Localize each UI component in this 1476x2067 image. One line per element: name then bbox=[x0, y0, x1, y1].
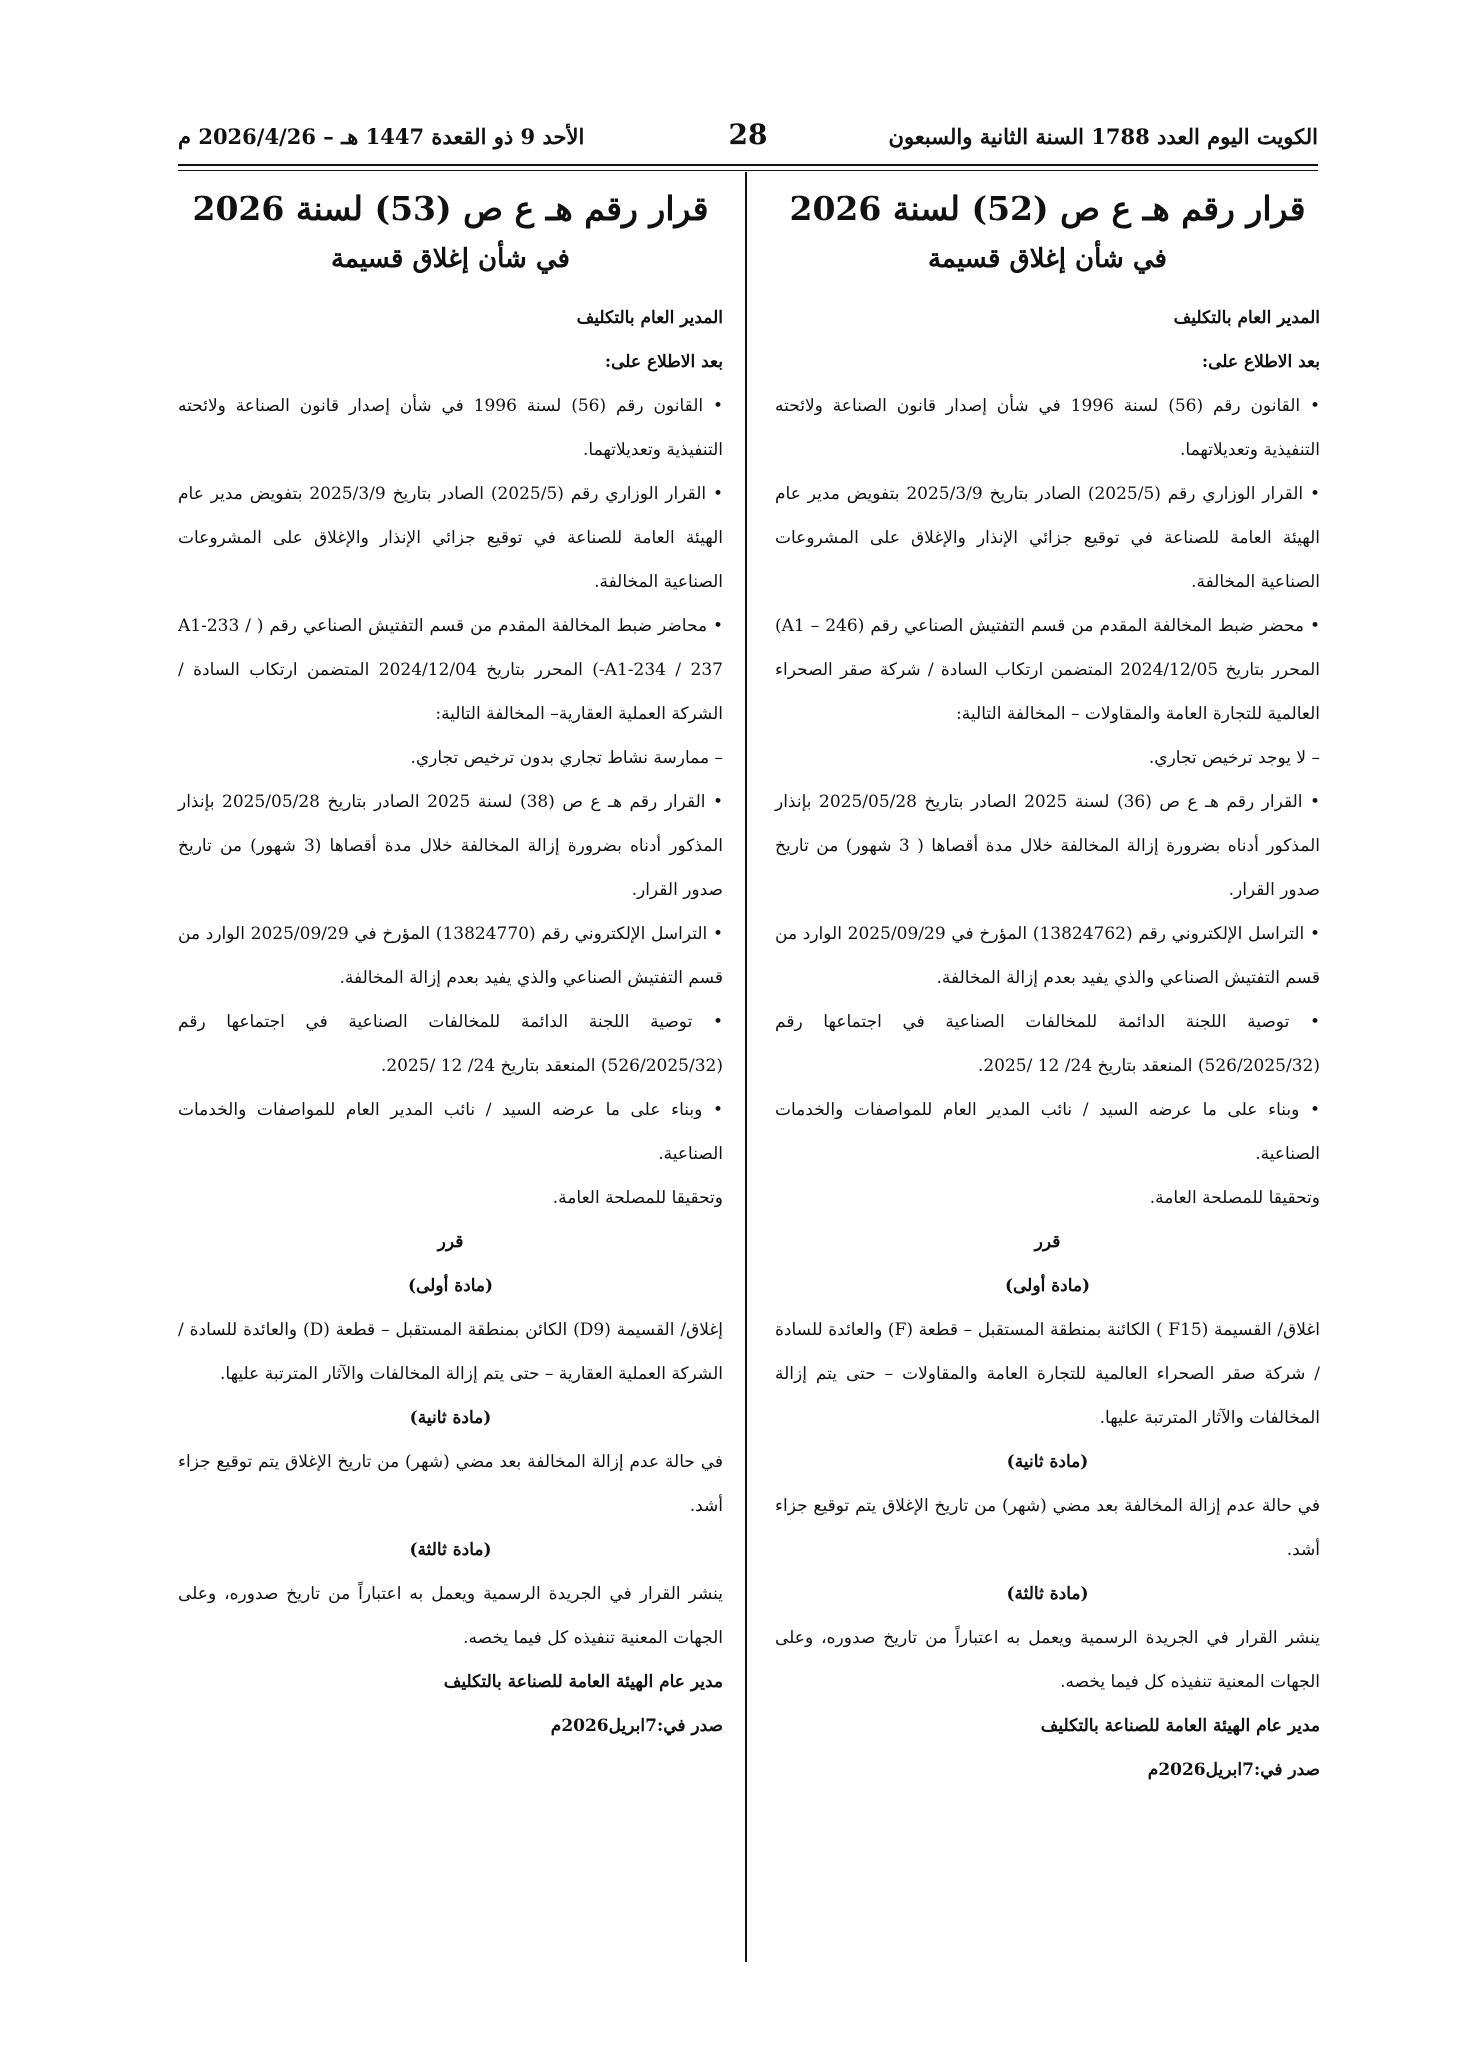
recital-law: • القانون رقم (56) لسنة 1996 في شأن إصدار قانون الصناعة ولائحته التنفيذية وتعديلاتهما. bbox=[775, 384, 1320, 472]
article-2: في حالة عدم إزالة المخالفة بعد مضي (شهر) من تاريخ الإغلاق يتم توقيع جزاء أشد. bbox=[775, 1496, 1320, 1560]
recital-violation-report: • محضر ضبط المخالفة المقدم من قسم التفتيش الصناعي رقم (A1 – 246) المحرر بتاريخ 2024/12/05 المتضمن ارتكاب السادة / شركة صقر الصحراء العالمية للتجارة العامة والمقاولات – المخالفة التالية: bbox=[775, 604, 1320, 736]
decree-subtitle: في شأن إغلاق قسيمة bbox=[927, 244, 1167, 274]
decided: قرر bbox=[437, 1232, 464, 1252]
violation-item: – لا يوجد ترخيص تجاري. bbox=[1148, 748, 1320, 768]
recital-warning-decision: • القرار رقم هـ ع ص (38) لسنة 2025 الصادر بتاريخ 2025/05/28 بإنذار المذكور أدناه بضرورة إزالة المخالفة خلال مدة أقصاها (3 شهور) من تاريخ صدور القرار. bbox=[178, 780, 723, 912]
issuer: المدير العام بالتكليف bbox=[1173, 308, 1320, 328]
decided: قرر bbox=[1034, 1232, 1061, 1252]
article-2-title: (مادة ثانية) bbox=[409, 1408, 492, 1428]
recital-ministerial-decision: • القرار الوزاري رقم (2025/5) الصادر بتاريخ 2025/3/9 بتفويض مدير عام الهيئة العامة للصناعة في توقيع جزائي الإنذار والإغلاق على المشروعات الصناعية المخالفة. bbox=[775, 472, 1320, 604]
page-number: 28 bbox=[728, 118, 768, 151]
recital-proposal: • وبناء على ما عرضه السيد / نائب المدير العام للمواصفات والخدمات الصناعية. bbox=[775, 1088, 1320, 1176]
header-date: الأحد 9 ذو القعدة 1447 هـ – 2026/4/26 م bbox=[178, 124, 585, 149]
recital-email: • التراسل الإلكتروني رقم (13824762) المؤرخ في 2025/09/29 الوارد من قسم التفتيش الصناعي والذي يفيد بعدم إزالة المخالفة. bbox=[775, 912, 1320, 1000]
signature: مدير عام الهيئة العامة للصناعة بالتكليف bbox=[443, 1672, 723, 1692]
page-header bbox=[178, 118, 1318, 162]
decree-52 bbox=[775, 182, 1320, 1792]
recital-committee: • توصية اللجنة الدائمة للمخالفات الصناعية في اجتماعها رقم (526/2025/32) المنعقد بتاريخ 24/ 12 /2025. bbox=[775, 1000, 1320, 1088]
violation-item: – ممارسة نشاط تجاري بدون ترخيص تجاري. bbox=[410, 748, 723, 768]
issue-date: صدر في:7ابريل2026م bbox=[1147, 1760, 1320, 1780]
header-rule bbox=[178, 164, 1318, 171]
article-3: ينشر القرار في الجريدة الرسمية ويعمل به اعتباراً من تاريخ صدوره، وعلى الجهات المعنية تنفيذه كل فيما يخصه. bbox=[775, 1628, 1320, 1692]
public-interest: وتحقيقا للمصلحة العامة. bbox=[552, 1188, 723, 1208]
decree-subtitle: في شأن إغلاق قسيمة bbox=[330, 244, 570, 274]
article-2: في حالة عدم إزالة المخالفة بعد مضي (شهر) من تاريخ الإغلاق يتم توقيع جزاء أشد. bbox=[178, 1452, 723, 1516]
column-divider bbox=[745, 172, 747, 1962]
article-3-title: (مادة ثالثة) bbox=[1006, 1584, 1089, 1604]
issue-date: صدر في:7ابريل2026م bbox=[550, 1716, 723, 1736]
decree-title: قرار رقم هـ ع ص (52) لسنة 2026 bbox=[789, 189, 1306, 228]
recital-violation-report: • محاضر ضبط المخالفة المقدم من قسم التفتيش الصناعي رقم ( A1-233 / A1-234 / 237-) المحرر بتاريخ 2024/12/04 المتضمن ارتكاب السادة / الشركة العملية العقارية– المخالفة التالية: bbox=[178, 604, 723, 736]
after-review: بعد الاطلاع على: bbox=[1201, 352, 1320, 372]
signature: مدير عام الهيئة العامة للصناعة بالتكليف bbox=[1040, 1716, 1320, 1736]
issuer: المدير العام بالتكليف bbox=[576, 308, 723, 328]
article-1: إغلاق/ القسيمة (D9) الكائن بمنطقة المستقبل – قطعة (D) والعائدة للسادة / الشركة العملية العقارية – حتى يتم إزالة المخالفات والآثار المترتبة عليها. bbox=[178, 1320, 723, 1384]
article-1-title: (مادة أولى) bbox=[407, 1276, 494, 1296]
recital-proposal: • وبناء على ما عرضه السيد / نائب المدير العام للمواصفات والخدمات الصناعية. bbox=[178, 1088, 723, 1176]
decree-53 bbox=[178, 182, 723, 1748]
public-interest: وتحقيقا للمصلحة العامة. bbox=[1149, 1188, 1320, 1208]
article-3-title: (مادة ثالثة) bbox=[409, 1540, 492, 1560]
after-review: بعد الاطلاع على: bbox=[604, 352, 723, 372]
recital-law: • القانون رقم (56) لسنة 1996 في شأن إصدار قانون الصناعة ولائحته التنفيذية وتعديلاتهما. bbox=[178, 384, 723, 472]
article-1: اغلاق/ القسيمة (F15 ) الكائنة بمنطقة المستقبل – قطعة (F) والعائدة للسادة / شركة صقر الصحراء العالمية للتجارة العامة والمقاولات – حتى يتم إزالة المخالفات والآثار المترتبة عليها. bbox=[775, 1320, 1321, 1428]
recital-ministerial-decision: • القرار الوزاري رقم (2025/5) الصادر بتاريخ 2025/3/9 بتفويض مدير عام الهيئة العامة للصناعة في توقيع جزائي الإنذار والإغلاق على المشروعات الصناعية المخالفة. bbox=[178, 472, 723, 604]
recital-warning-decision: • القرار رقم هـ ع ص (36) لسنة 2025 الصادر بتاريخ 2025/05/28 بإنذار المذكور أدناه بضرورة إزالة المخالفة خلال مدة أقصاها ( 3 شهور) من تاريخ صدور القرار. bbox=[775, 780, 1320, 912]
article-2-title: (مادة ثانية) bbox=[1006, 1452, 1089, 1472]
header-issue-info: الكويت اليوم العدد 1788 السنة الثانية والسبعون bbox=[888, 124, 1318, 149]
recital-email: • التراسل الإلكتروني رقم (13824770) المؤرخ في 2025/09/29 الوارد من قسم التفتيش الصناعي والذي يفيد بعدم إزالة المخالفة. bbox=[178, 912, 723, 1000]
article-3: ينشر القرار في الجريدة الرسمية ويعمل به اعتباراً من تاريخ صدوره، وعلى الجهات المعنية تنفيذه كل فيما يخصه. bbox=[178, 1584, 723, 1648]
decree-title: قرار رقم هـ ع ص (53) لسنة 2026 bbox=[192, 189, 709, 228]
recital-committee: • توصية اللجنة الدائمة للمخالفات الصناعية في اجتماعها رقم (526/2025/32) المنعقد بتاريخ 24/ 12 /2025. bbox=[178, 1000, 723, 1088]
article-1-title: (مادة أولى) bbox=[1004, 1276, 1091, 1296]
